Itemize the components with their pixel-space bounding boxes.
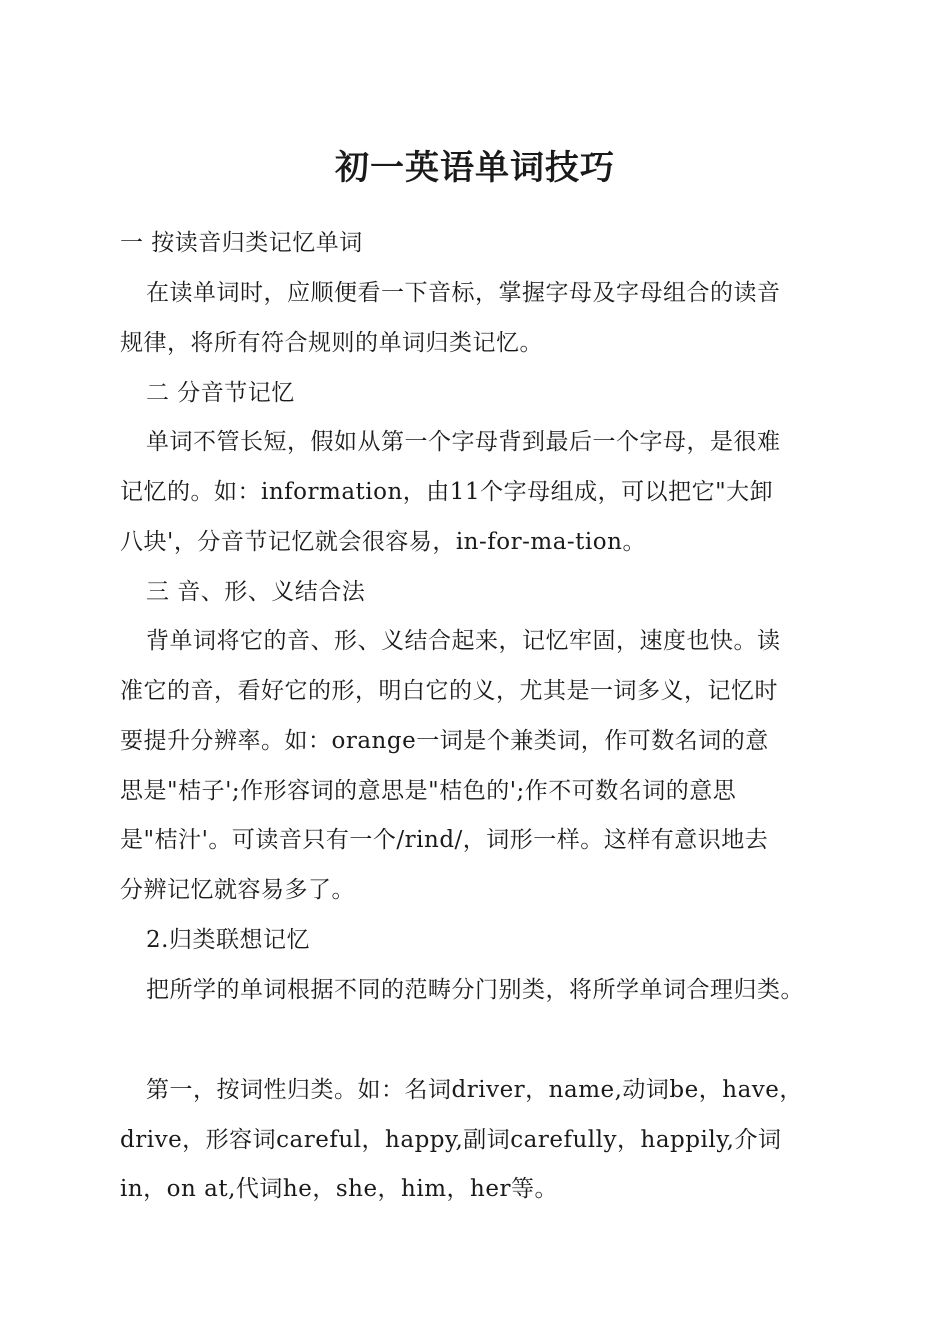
paragraph-line: 准它的音，看好它的形，明白它的义，尤其是一词多义，记忆时 (120, 678, 778, 704)
paragraph-line: 规律，将所有符合规则的单词归类记忆。 (120, 330, 543, 356)
paragraph-line: 第一，按词性归类。如：名词driver，name,动词be，have， (146, 1077, 803, 1103)
document-title: 初一英语单词技巧 (335, 148, 615, 188)
section-heading-2: 二 分音节记忆 (146, 380, 295, 406)
paragraph-line: 是"桔汁'。可读音只有一个/rind/，词形一样。这样有意识地去 (120, 827, 769, 853)
paragraph-line: 把所学的单词根据不同的范畴分门别类，将所学单词合理归类。 (146, 977, 804, 1003)
section-heading-1: 一 按读音归类记忆单词 (120, 230, 363, 256)
paragraph-line: in，on at,代词he，she，him，her等。 (120, 1176, 558, 1202)
paragraph-line: drive，形容词careful，happy,副词carefully，happily,介词 (120, 1127, 782, 1153)
paragraph-line: 在读单词时，应顺便看一下音标，掌握字母及字母组合的读音 (146, 280, 781, 306)
section-heading-4: 2.归类联想记忆 (146, 927, 310, 953)
paragraph-line: 单词不管长短，假如从第一个字母背到最后一个字母，是很难 (146, 429, 781, 455)
section-heading-3: 三 音、形、义结合法 (146, 579, 366, 605)
paragraph-line: 八块'，分音节记忆就会很容易，in-for-ma-tion。 (120, 529, 646, 555)
paragraph-line: 分辨记忆就容易多了。 (120, 877, 355, 903)
paragraph-line: 记忆的。如：information，由11个字母组成，可以把它"大卸 (120, 479, 774, 505)
paragraph-line: 背单词将它的音、形、义结合起来，记忆牢固，速度也快。读 (146, 628, 781, 654)
paragraph-line: 要提升分辨率。如：orange一词是个兼类词，作可数名词的意 (120, 728, 769, 754)
paragraph-line: 思是"桔子';作形容词的意思是"桔色的';作不可数名词的意思 (120, 778, 737, 804)
